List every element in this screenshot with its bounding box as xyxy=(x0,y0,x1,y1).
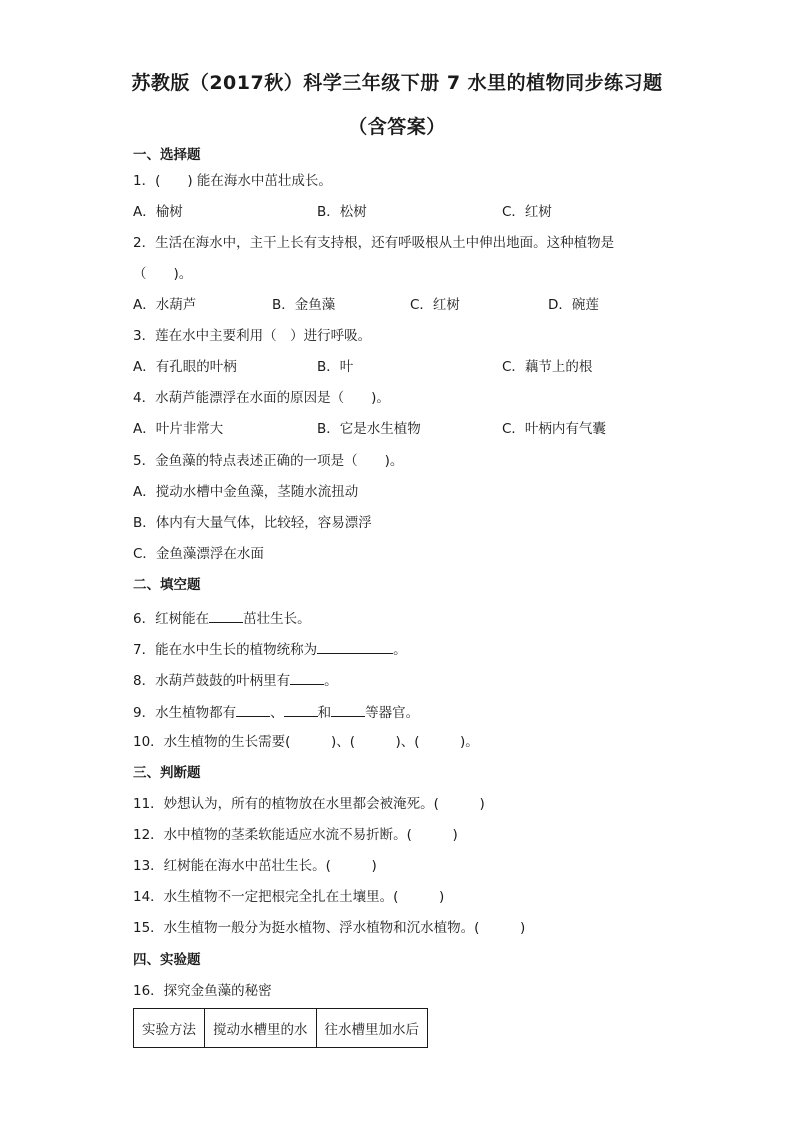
document-title: 苏教版（2017秋）科学三年级下册 7 水里的植物同步练习题 xyxy=(131,72,663,94)
q9-blank-2 xyxy=(284,702,318,717)
question-2-line2: （ )。 xyxy=(133,266,193,282)
question-7 xyxy=(133,639,407,659)
q4-option-b: B．它是水生植物 xyxy=(317,421,421,437)
q8-text-before: 8．水葫芦鼓鼓的叶柄里有 xyxy=(133,673,291,689)
q8-text-after: 。 xyxy=(324,673,338,689)
table-cell-add-water: 往水槽里加水后 xyxy=(316,1009,428,1048)
question-3: 3．莲在水中主要利用（ ）进行呼吸。 xyxy=(133,328,372,344)
question-6 xyxy=(133,608,311,628)
question-4: 4．水葫芦能漂浮在水面的原因是（ )。 xyxy=(133,390,390,406)
q9-blank-1 xyxy=(236,702,270,717)
q4-option-a: A．叶片非常大 xyxy=(133,421,224,437)
q2-option-b: B．金鱼藻 xyxy=(272,297,336,313)
question-8 xyxy=(133,670,338,690)
question-12: 12．水中植物的茎柔软能适应水流不易折断。( ) xyxy=(133,827,458,843)
q4-option-c: C．叶柄内有气囊 xyxy=(502,421,606,437)
table-cell-stir: 搅动水槽里的水 xyxy=(205,1009,317,1048)
document-subtitle: （含答案） xyxy=(348,116,446,138)
question-9 xyxy=(133,702,419,722)
q2-option-c: C．红树 xyxy=(410,297,460,313)
question-13: 13．红树能在海水中茁壮生长。( ) xyxy=(133,858,377,874)
q3-option-b: B．叶 xyxy=(317,359,354,375)
table-cell-method: 实验方法 xyxy=(134,1009,205,1048)
q5-option-c: C．金鱼藻漂浮在水面 xyxy=(133,546,264,562)
q5-option-b: B．体内有大量气体，比较轻，容易漂浮 xyxy=(133,515,372,531)
q7-blank xyxy=(317,639,393,654)
q1-option-b: B．松树 xyxy=(317,204,367,220)
question-5: 5．金鱼藻的特点表述正确的一项是（ )。 xyxy=(133,453,404,469)
q3-option-c: C．藕节上的根 xyxy=(502,359,593,375)
question-11: 11．妙想认为，所有的植物放在水里都会被淹死。( ) xyxy=(133,796,485,812)
q1-option-c: C．红树 xyxy=(502,204,552,220)
q3-option-a: A．有孔眼的叶柄 xyxy=(133,359,237,375)
q9-text-before: 9．水生植物都有 xyxy=(133,705,237,721)
question-10: 10．水生植物的生长需要( )、( )、( )。 xyxy=(133,734,479,750)
experiment-table xyxy=(133,1008,428,1048)
q8-blank xyxy=(290,670,324,685)
q9-separator-1: 、 xyxy=(270,705,284,721)
question-14: 14．水生植物不一定把根完全扎在土壤里。( ) xyxy=(133,889,445,905)
question-2-line1: 2．生活在海水中，主干上长有支持根，还有呼吸根从土中伸出地面。这种植物是 xyxy=(133,235,615,251)
q2-option-d: D．碗莲 xyxy=(548,297,599,313)
section-heading-experiment: 四、实验题 xyxy=(133,952,201,968)
q6-blank xyxy=(209,608,243,623)
section-heading-fill: 二、填空题 xyxy=(133,577,201,593)
q2-option-a: A．水葫芦 xyxy=(133,297,197,313)
q5-option-a: A．搅动水槽中金鱼藻，茎随水流扭动 xyxy=(133,484,359,500)
question-16: 16．探究金鱼藻的秘密 xyxy=(133,983,272,999)
section-heading-judge: 三、判断题 xyxy=(133,765,201,781)
q7-text-after: 。 xyxy=(393,642,407,658)
question-1: 1．( ) 能在海水中茁壮成长。 xyxy=(133,173,332,189)
q7-text-before: 7．能在水中生长的植物统称为 xyxy=(133,642,318,658)
q6-text-after: 茁壮生长。 xyxy=(243,611,311,627)
q9-blank-3 xyxy=(331,702,365,717)
section-heading-choice: 一、选择题 xyxy=(133,147,201,163)
question-15: 15．水生植物一般分为挺水植物、浮水植物和沉水植物。( ) xyxy=(133,920,526,936)
q1-option-a: A．榆树 xyxy=(133,204,183,220)
q6-text-before: 6．红树能在 xyxy=(133,611,210,627)
table-row xyxy=(134,1009,428,1048)
q9-text-after: 等器官。 xyxy=(365,705,420,721)
q9-separator-2: 和 xyxy=(317,705,332,721)
